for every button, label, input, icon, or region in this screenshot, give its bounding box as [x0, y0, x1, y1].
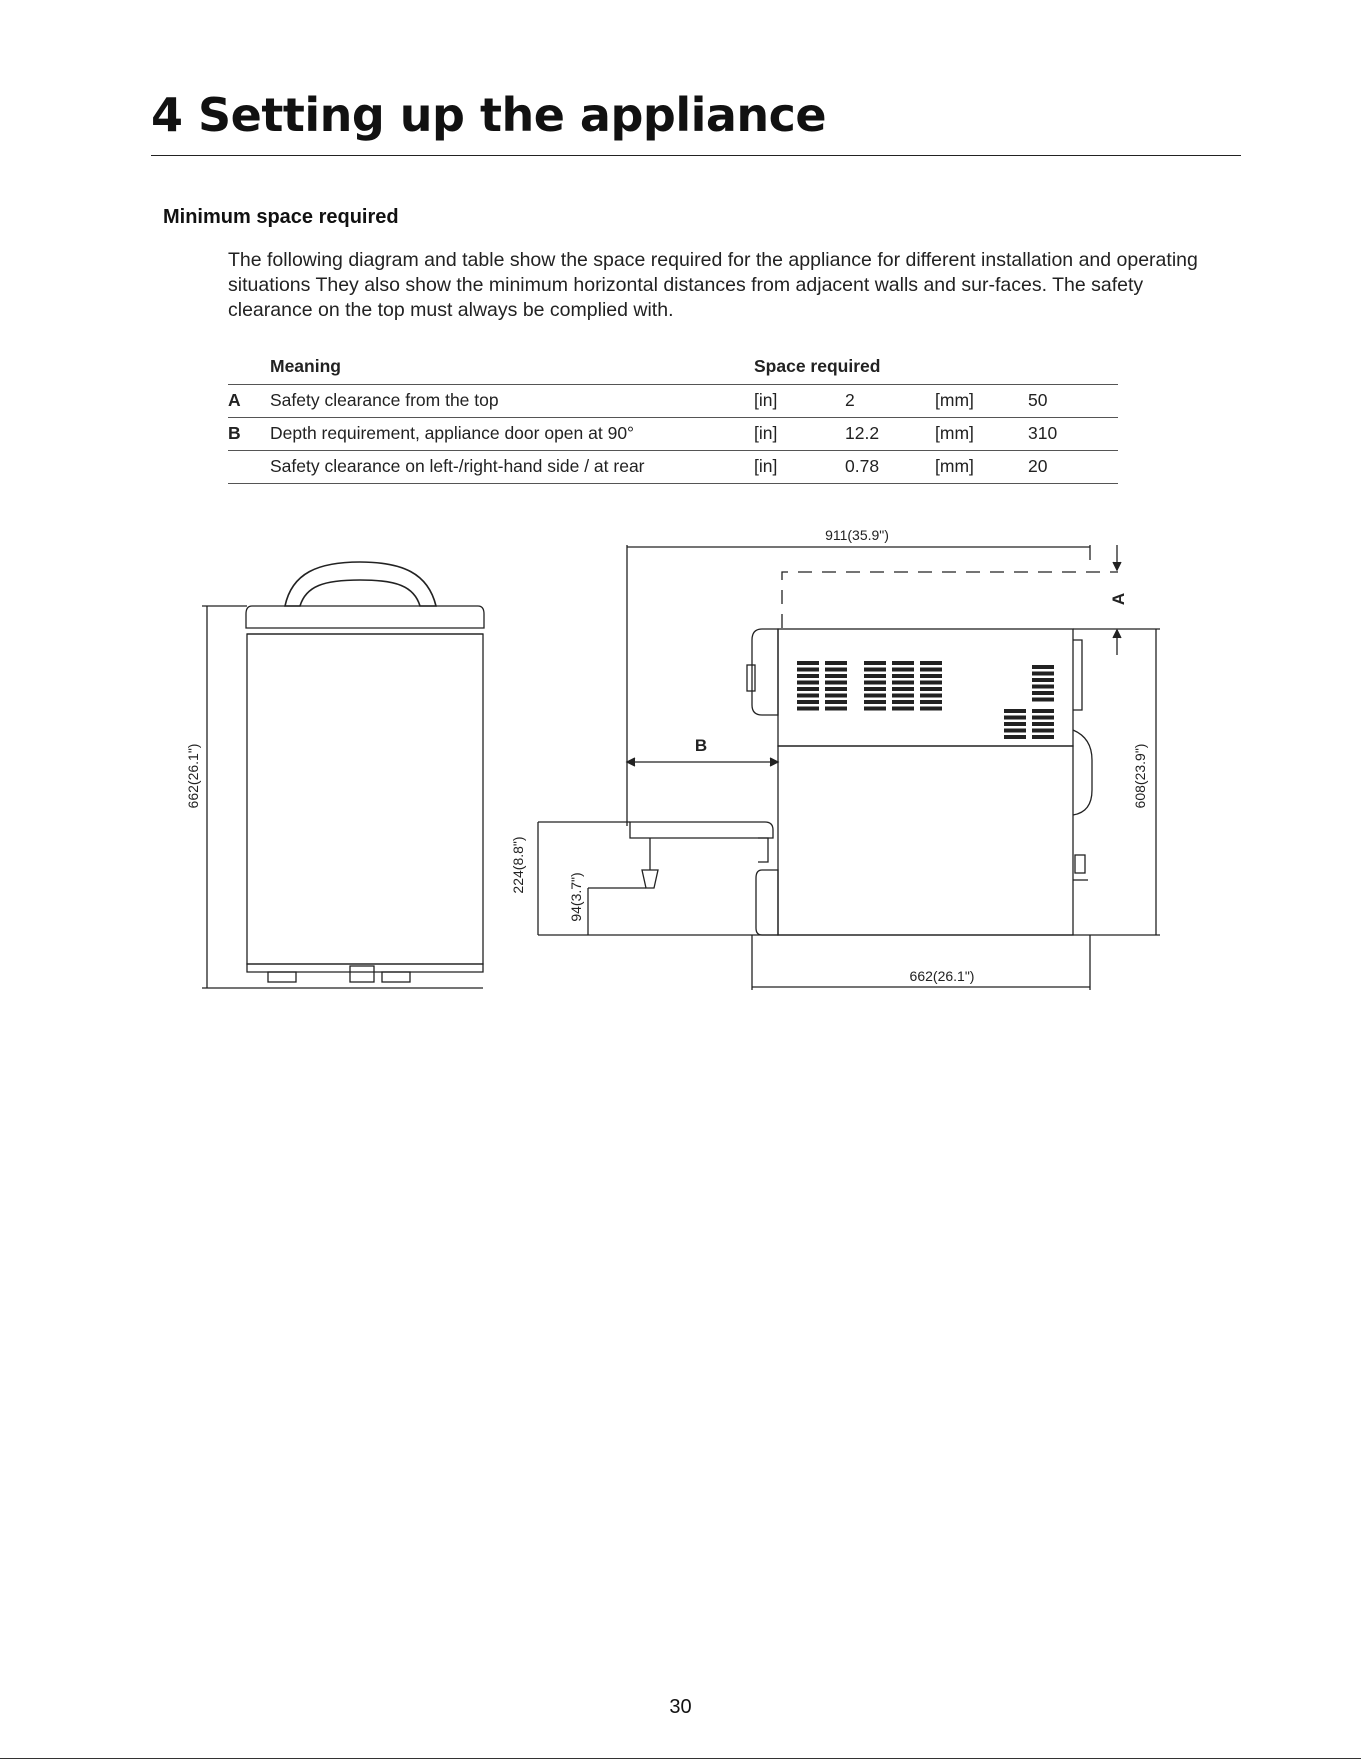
vent-slot	[825, 661, 847, 665]
vent-slot	[920, 687, 942, 691]
side-rear-bump-upper	[1073, 640, 1082, 710]
side-overall-width-dimension	[627, 545, 1090, 826]
vent-slot	[825, 694, 847, 698]
side-drain-brush	[642, 870, 658, 888]
vent-slot	[892, 674, 914, 678]
vent-slot	[892, 700, 914, 704]
row-unit-mm: [mm]	[935, 385, 1028, 418]
vent-slot	[1032, 735, 1054, 739]
side-door-panel	[630, 822, 773, 838]
row-key	[228, 451, 270, 484]
installation-dimension-diagram	[0, 520, 1361, 1020]
vent-slot	[797, 707, 819, 711]
side-rear-bump-lower	[1073, 730, 1092, 815]
row-value-in: 12.2	[845, 418, 935, 451]
handle-height-dimension	[588, 888, 646, 935]
vent-slot	[1004, 729, 1026, 733]
row-value-mm: 20	[1028, 451, 1118, 484]
vent-slot	[797, 694, 819, 698]
vent-slot	[797, 681, 819, 685]
footer-divider	[0, 1758, 1361, 1759]
vent-slot	[1032, 698, 1054, 702]
front-height-dimension	[202, 606, 483, 988]
row-key: B	[228, 418, 270, 451]
front-handle	[285, 562, 436, 606]
front-foot-left	[268, 972, 296, 982]
row-value-mm: 50	[1028, 385, 1118, 418]
side-vents	[797, 661, 1054, 739]
table-row	[228, 418, 1118, 451]
vent-slot	[920, 661, 942, 665]
intro-paragraph: The following diagram and table show the space required for the appliance for different installation and operating situations They also show the minimum horizontal distances from adjacent walls and sur-faces. The safety clearance on the top must always be complied with.	[228, 249, 1198, 321]
door-height-label: 224(8.8")	[510, 836, 526, 894]
top-clearance-outline	[782, 572, 1118, 628]
row-value-in: 2	[845, 385, 935, 418]
vent-slot	[1004, 709, 1026, 713]
vent-slot	[892, 661, 914, 665]
front-lid	[246, 606, 484, 628]
front-foot-right	[382, 972, 410, 982]
vent-slot	[864, 700, 886, 704]
vent-slot	[797, 668, 819, 672]
vent-slot	[920, 668, 942, 672]
vent-slot	[864, 694, 886, 698]
space-required-table	[228, 352, 1118, 484]
vent-slot	[825, 681, 847, 685]
side-bottom-section	[778, 746, 1073, 935]
vent-slot	[1032, 678, 1054, 682]
row-unit-in: [in]	[754, 418, 845, 451]
side-rear-connector	[1075, 855, 1085, 873]
title-divider	[151, 155, 1241, 156]
section-heading: Minimum space required	[163, 206, 399, 228]
chapter-title: 4 Setting up the appliance	[151, 88, 827, 142]
vent-slot	[825, 687, 847, 691]
depth-requirement-dimension	[627, 758, 778, 766]
vent-slot	[864, 674, 886, 678]
row-unit-in: [in]	[754, 385, 845, 418]
header-meaning: Meaning	[270, 352, 754, 385]
vent-slot	[825, 674, 847, 678]
depth-requirement-label-b: B	[694, 736, 708, 755]
front-height-label: 662(26.1")	[185, 743, 201, 809]
vent-slot	[1032, 665, 1054, 669]
vent-slot	[864, 668, 886, 672]
header-space-required: Space required	[754, 352, 1118, 385]
table-header-row	[228, 352, 1118, 385]
vent-slot	[825, 700, 847, 704]
table-row	[228, 451, 1118, 484]
vent-slot	[797, 674, 819, 678]
vent-slot	[864, 681, 886, 685]
handle-height-label: 94(3.7")	[568, 872, 584, 922]
table-row	[228, 385, 1118, 418]
vent-slot	[825, 668, 847, 672]
vent-slot	[1032, 672, 1054, 676]
vent-slot	[920, 674, 942, 678]
side-height-label: 608(23.9")	[1132, 743, 1148, 809]
row-unit-in: [in]	[754, 451, 845, 484]
vent-slot	[892, 681, 914, 685]
vent-slot	[1032, 722, 1054, 726]
vent-slot	[920, 700, 942, 704]
front-body	[247, 634, 483, 964]
row-meaning: Safety clearance from the top	[270, 385, 754, 418]
side-door-hinge	[758, 838, 768, 862]
vent-slot	[797, 661, 819, 665]
header-key	[228, 352, 270, 385]
vent-slot	[892, 694, 914, 698]
vent-slot	[920, 707, 942, 711]
row-value-in: 0.78	[845, 451, 935, 484]
vent-slot	[1004, 722, 1026, 726]
vent-slot	[797, 687, 819, 691]
row-meaning: Depth requirement, appliance door open at 90°	[270, 418, 754, 451]
vent-slot	[1004, 735, 1026, 739]
row-unit-mm: [mm]	[935, 451, 1028, 484]
vent-slot	[1032, 709, 1054, 713]
vent-slot	[920, 681, 942, 685]
vent-slot	[892, 687, 914, 691]
row-unit-mm: [mm]	[935, 418, 1028, 451]
vent-slot	[892, 668, 914, 672]
front-view-drawing	[246, 562, 484, 982]
body-depth-label: 662(26.1")	[909, 968, 975, 984]
vent-slot	[1004, 716, 1026, 720]
vent-slot	[1032, 729, 1054, 733]
top-clearance-label-a: A	[1109, 592, 1128, 606]
side-lower-door	[756, 870, 778, 935]
vent-slot	[892, 707, 914, 711]
page-number: 30	[669, 1696, 692, 1718]
side-front-door-upper	[752, 629, 778, 715]
front-base	[247, 964, 483, 972]
front-connector	[350, 966, 374, 982]
vent-slot	[864, 661, 886, 665]
row-meaning: Safety clearance on left-/right-hand side / at rear	[270, 451, 754, 484]
row-value-mm: 310	[1028, 418, 1118, 451]
side-overall-width-label: 911(35.9")	[825, 527, 889, 543]
side-view-drawing	[630, 629, 1092, 935]
vent-slot	[797, 700, 819, 704]
vent-slot	[1032, 716, 1054, 720]
row-key: A	[228, 385, 270, 418]
side-door-latch	[747, 665, 755, 691]
vent-slot	[864, 707, 886, 711]
vent-slot	[864, 687, 886, 691]
vent-slot	[825, 707, 847, 711]
vent-slot	[920, 694, 942, 698]
vent-slot	[1032, 685, 1054, 689]
vent-slot	[1032, 691, 1054, 695]
